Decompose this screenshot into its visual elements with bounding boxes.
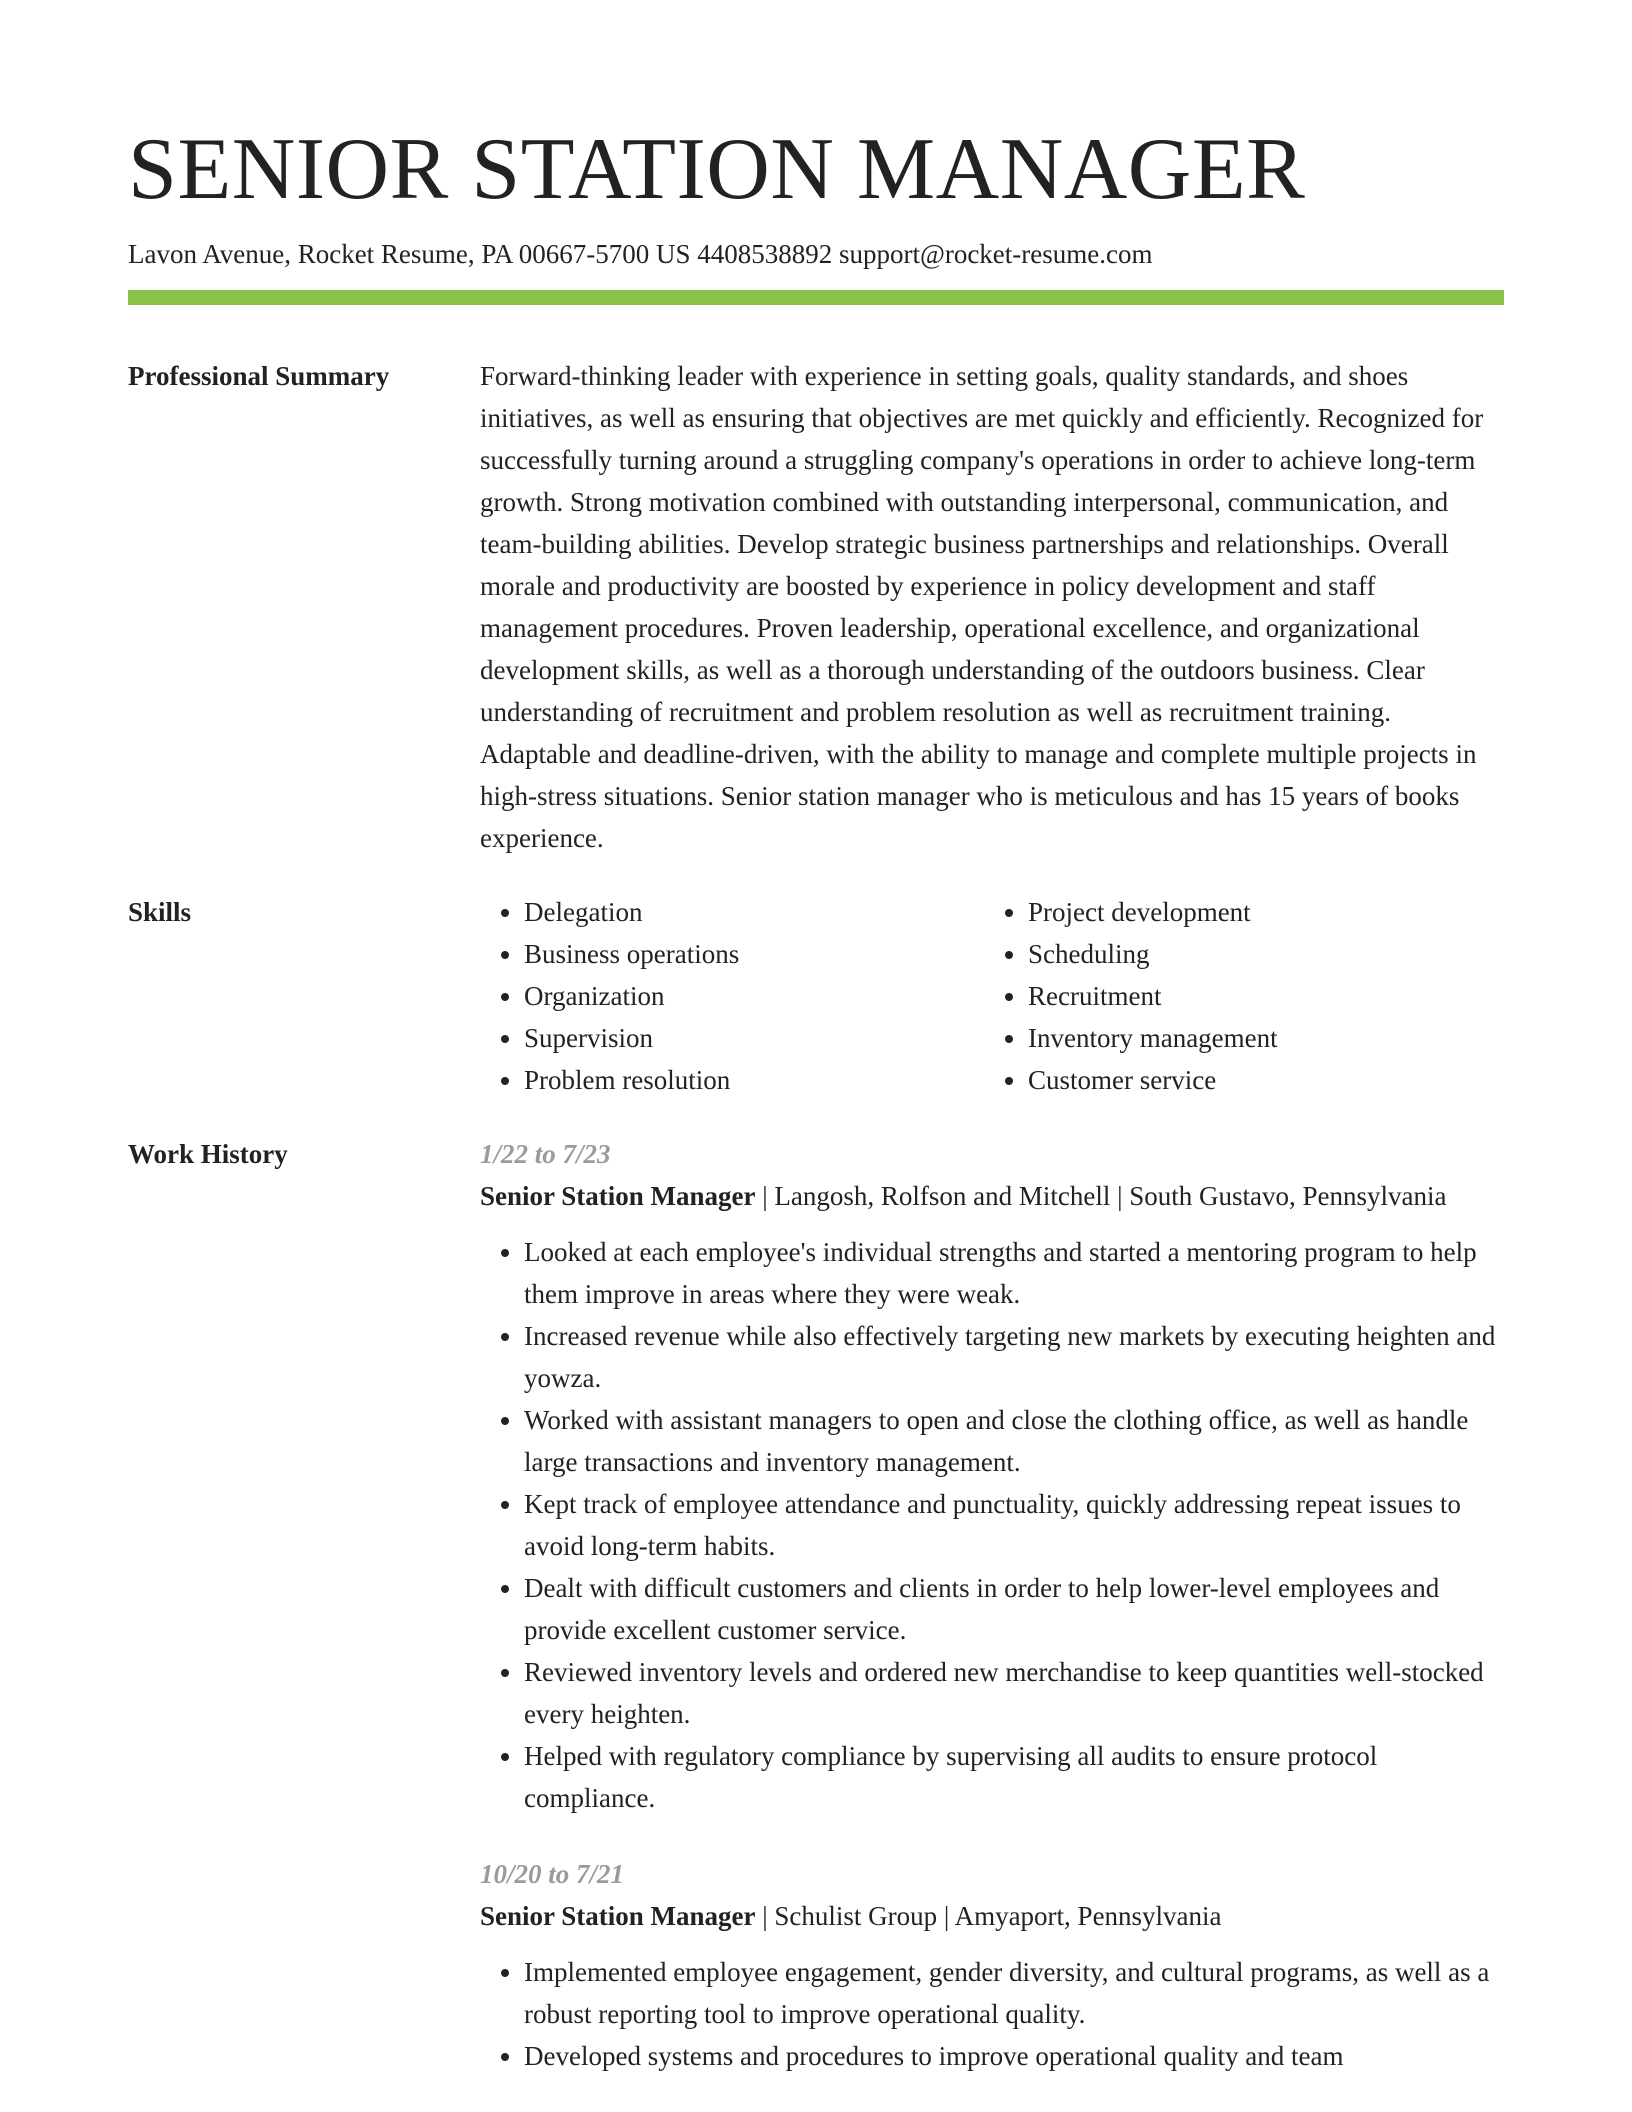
job-title: Senior Station Manager (480, 1901, 756, 1931)
job-entry (480, 1853, 1504, 2077)
list-item: • Recruitment (1028, 975, 1488, 1017)
summary-text: Forward-thinking leader with experience in setting goals, quality standards, and shoes initiatives, as well as ensuring that objectives are met quickly and efficiently. Recognized for successfully turning around a struggling company's operations in order to achieve long-term growth. Strong motivation combined with outstanding interpersonal, communication, and team-building abilities. Develop strategic business partnerships and relationships. Overall morale and productivity are boosted by experience in policy development and staff management procedures. Proven leadership, operational excellence, and organizational development skills, as well as a thorough understanding of the outdoors business. Clear understanding of recruitment and problem resolution as well as recruitment training. Adaptable and deadline-driven, with the ability to manage and complete multiple projects in high-stress situations. Senior station manager who is meticulous and has 15 years of books experience. (480, 361, 1484, 853)
list-item: • Worked with assistant managers to open and close the clothing office, as well as handle large transactions and inventory management. (524, 1399, 1504, 1483)
list-item: • Looked at each employee's individual strengths and started a mentoring program to help them improve in areas where they were weak. (524, 1231, 1504, 1315)
job-employer-location: | Langosh, Rolfson and Mitchell | South Gustavo, Pennsylvania (755, 1181, 1447, 1211)
skills-columns (480, 891, 1504, 1101)
skills-list-right (984, 891, 1488, 1101)
accent-divider (128, 290, 1504, 305)
job-bullets (480, 1231, 1504, 1819)
list-item: • Delegation (524, 891, 984, 933)
list-item: • Problem resolution (524, 1059, 984, 1101)
job-employer-location: | Schulist Group | Amyaport, Pennsylvania (755, 1901, 1222, 1931)
list-item: • Kept track of employee attendance and punctuality, quickly addressing repeat issues to avoid long-term habits. (524, 1483, 1504, 1567)
list-item: • Supervision (524, 1017, 984, 1059)
list-item: • Customer service (1028, 1059, 1488, 1101)
job-dates: 10/20 to 7/21 (480, 1859, 625, 1889)
list-item: • Project development (1028, 891, 1488, 933)
skills-list-left (480, 891, 984, 1101)
resume-page (128, 118, 1504, 2077)
section-heading: Skills (128, 897, 192, 927)
job-heading (480, 1895, 1504, 1937)
job-entry (480, 1133, 1504, 1819)
list-item: • Organization (524, 975, 984, 1017)
list-item: • Scheduling (1028, 933, 1488, 975)
list-item: • Increased revenue while also effectively targeting new markets by executing heighten and yowza. (524, 1315, 1504, 1399)
job-title: Senior Station Manager (480, 1181, 756, 1211)
contact-line: Lavon Avenue, Rocket Resume, PA 00667-5700 US 4408538892 support@rocket-resume.com (128, 239, 1153, 269)
list-item: • Reviewed inventory levels and ordered new merchandise to keep quantities well-stocked every heighten. (524, 1651, 1504, 1735)
list-item: • Developed systems and procedures to improve operational quality and team (524, 2035, 1504, 2077)
list-item: • Dealt with difficult customers and clients in order to help lower-level employees and provide excellent customer service. (524, 1567, 1504, 1651)
job-dates: 1/22 to 7/23 (480, 1139, 611, 1169)
list-item: • Implemented employee engagement, gender diversity, and cultural programs, as well as a robust reporting tool to improve operational quality. (524, 1951, 1504, 2035)
list-item: • Helped with regulatory compliance by supervising all audits to ensure protocol compliance. (524, 1735, 1504, 1819)
job-heading (480, 1175, 1504, 1217)
section-heading: Professional Summary (128, 361, 390, 391)
job-bullets (480, 1951, 1504, 2077)
summary-section (128, 355, 1504, 859)
resume-title: SENIOR STATION MANAGER (128, 121, 1306, 218)
skills-section (128, 891, 1504, 1101)
work-history-section (128, 1133, 1504, 2077)
section-heading: Work History (128, 1139, 288, 1169)
list-item: • Inventory management (1028, 1017, 1488, 1059)
list-item: • Business operations (524, 933, 984, 975)
